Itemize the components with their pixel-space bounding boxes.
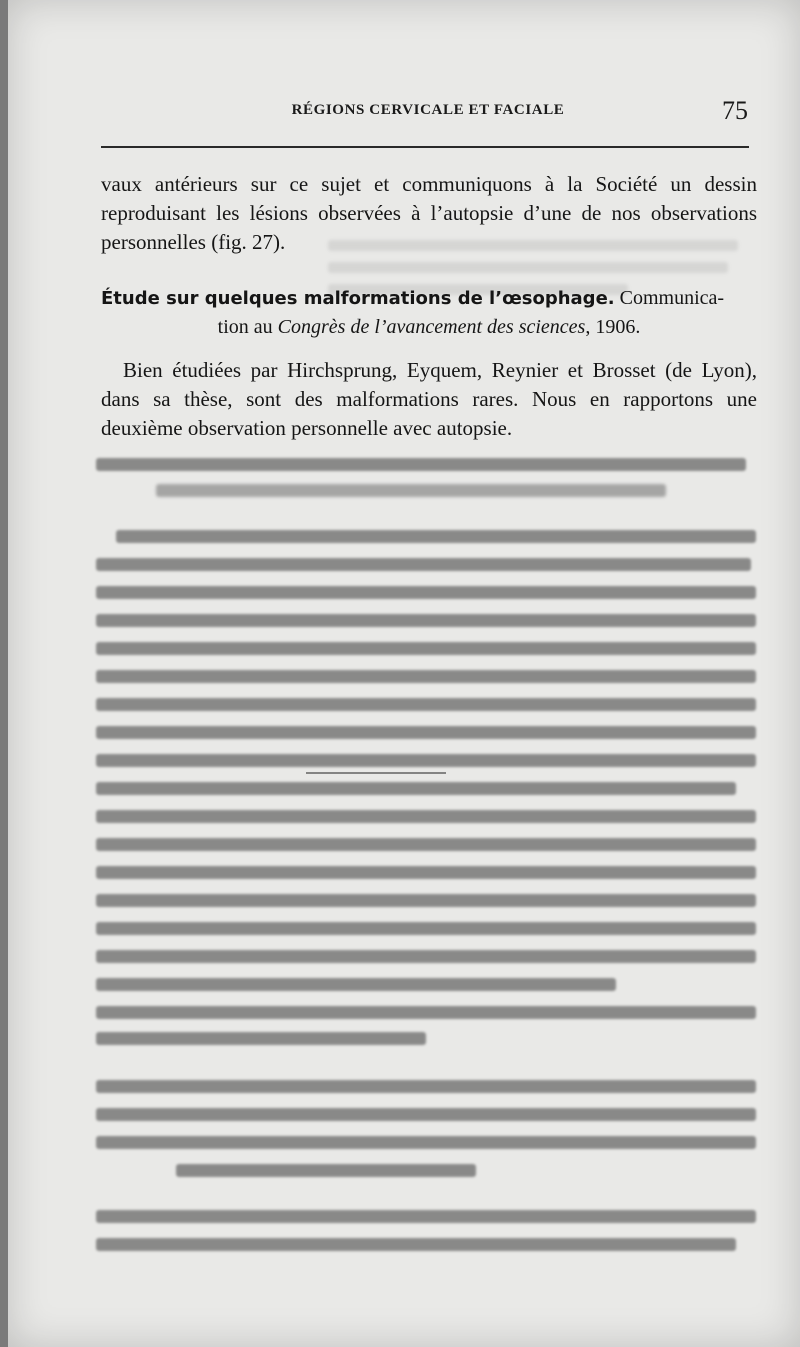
running-head-title: RÉGIONS CERVICALE ET FACIALE [291, 102, 565, 118]
paragraph-2: Bien étudiées par Hirchsprung, Eyquem, Reynier et Brosset (de Lyon), dans sa thèse, sont des malformations rares. Nous en rapportons une deuxième observation personnelle avec autopsie. [101, 358, 757, 440]
show-through-reverse-page [96, 450, 756, 1270]
paragraph-1: vaux antérieurs sur ce sujet et communiquons à la Société un dessin reproduisant les lésions observées à l’autopsie d’une de nos observations personnelles (fig. 27). [101, 172, 757, 254]
section-heading-rest: Communica- [614, 287, 725, 309]
heading-year: , 1906. [585, 316, 641, 338]
running-head [98, 96, 758, 130]
heading-venue: Congrès de l’avancement des sciences [277, 316, 586, 338]
heading-prefix: tion au [217, 316, 278, 338]
page-number: 75 [722, 96, 748, 125]
section-heading-line2 [101, 313, 757, 342]
section-heading [101, 284, 757, 342]
header-rule [101, 146, 749, 148]
section-heading-title: Étude sur quelques malformations de l’œsophage. [101, 288, 615, 309]
document-page [8, 0, 800, 1347]
